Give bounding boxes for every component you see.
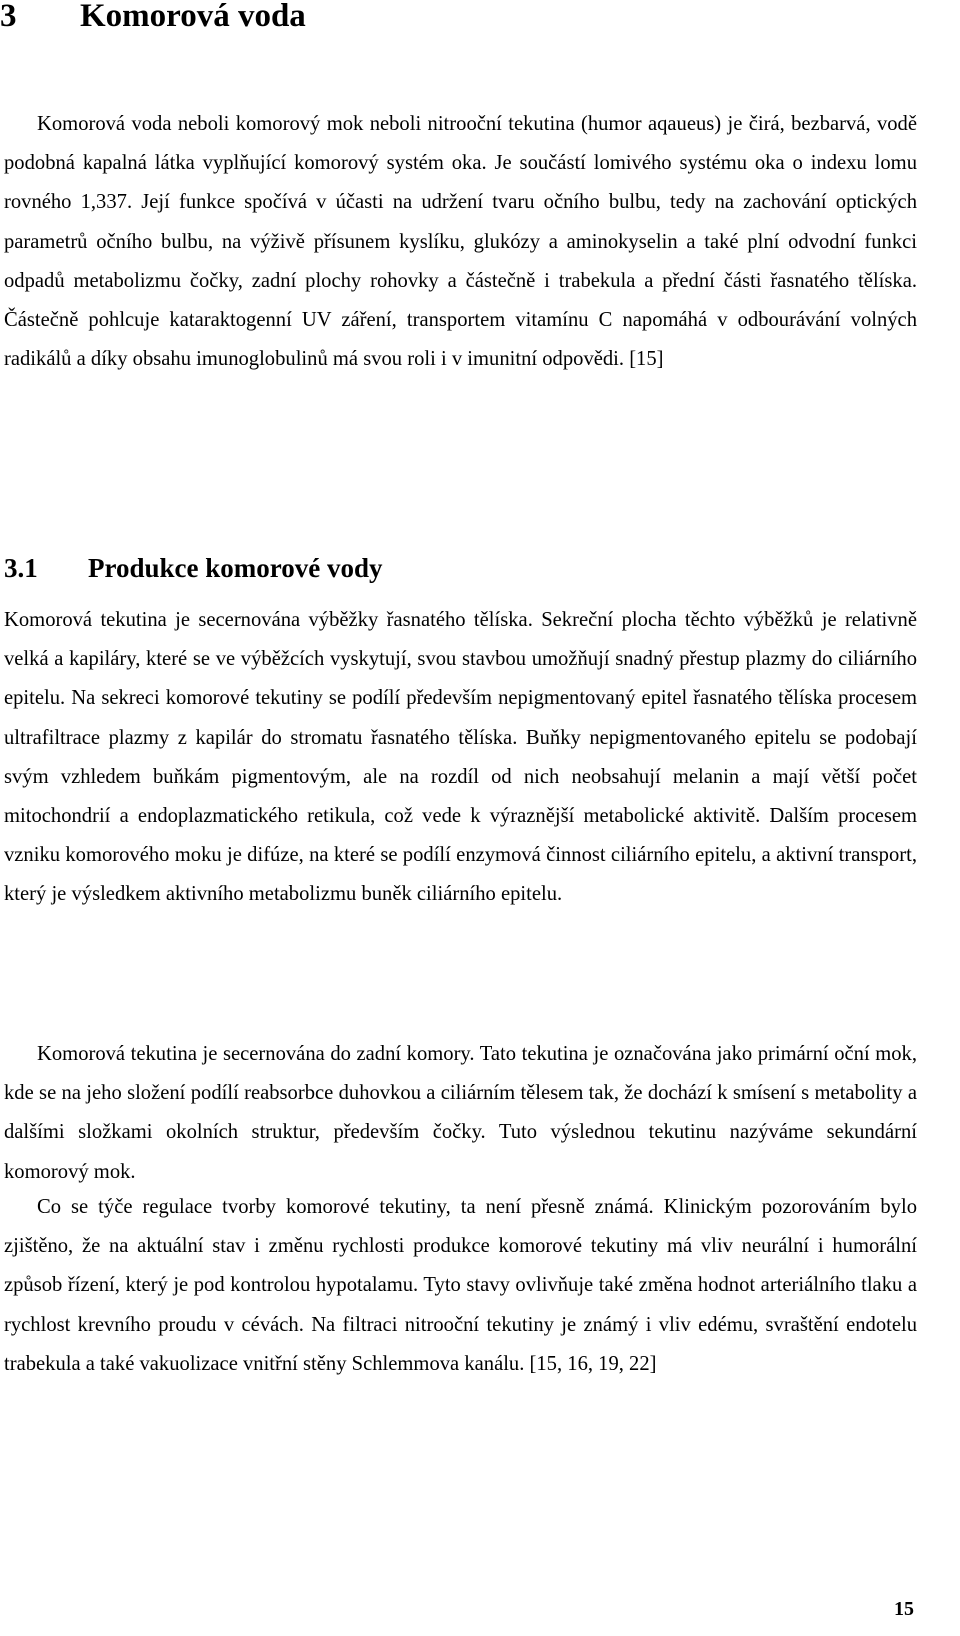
chapter-title: Komorová voda: [80, 0, 306, 34]
chapter-heading: [0, 0, 306, 36]
chapter-paragraph: Komorová voda neboli komorový mok neboli nitrooční tekutina (humor aqaueus) je čirá, bezbarvá, vodě podobná kapalná látka vyplňující komorový systém oka. Je součástí lomivého systému oka o indexu lomu rovného 1,337. Její funkce spočívá v účasti na udržení tvaru očního bulbu, tedy na zachování optických parametrů očního bulbu, na výživě přísunem kyslíku, glukózy a aminokyselin a také plní odvodní funkci odpadů metabolizmu čočky, zadní plochy rohovky a částečně i trabekula a přední části řasnatého tělíska. Částečně pohlcuje kataraktogenní UV záření, transportem vitamínu C napomáhá v odbourávání volných radikálů a díky obsahu imunoglobulinů má svou roli i v imunitní odpovědi. [15]: [4, 113, 917, 371]
section-paragraph: Komorová tekutina je secernována výběžky řasnatého tělíska. Sekreční plocha těchto výběžků je relativně velká a kapiláry, které se ve výběžcích vyskytují, svou stavbou umožňují snadný přestup plazmy do ciliárního epitelu. Na sekreci komorové tekutiny se podílí především nepigmentovaný epitel řasnatého tělíska procesem ultrafiltrace plazmy z kapilár do stromatu řasnatého tělíska. Buňky nepigmentovaného epitelu se podobají svým vzhledem buňkám pigmentovým, ale na rozdíl od nich neobsahují melanin a mají větší počet mitochondrií a endoplazmatického retikula, což vede k výraznější metabolické aktivitě. Dalším procesem vzniku komorového moku je difúze, na které se podílí enzymová činnost ciliárního epitelu, a aktivní transport, který je výsledkem aktivního metabolizmu buněk ciliárního epitelu.: [4, 609, 917, 906]
section-paragraph: Komorová tekutina je secernována do zadní komory. Tato tekutina je označována jako primární oční mok, kde se na jeho složení podílí reabsorbce duhovkou a ciliárním tělesem tak, že dochází k smísení s metabolity a dalšími složkami okolních struktur, především čočky. Tuto výslednou tekutinu nazýváme sekundární komorový mok.: [4, 1043, 917, 1183]
section-heading: [4, 550, 383, 586]
section-title: Produkce komorové vody: [88, 553, 383, 583]
chapter-number: 3: [0, 0, 17, 34]
section-paragraph: Co se týče regulace tvorby komorové tekutiny, ta není přesně známá. Klinickým pozorováním bylo zjištěno, že na aktuální stav i změnu rychlosti produkce komorové tekutiny má vliv neurální i humorální způsob řízení, který je pod kontrolou hypotalamu. Tyto stavy ovlivňuje také změna hodnot arteriálního tlaku a rychlost krevního proudu v cévách. Na filtraci nitrooční tekutiny je známý i vliv edému, svraštění endotelu trabekula a také vakuolizace vnitřní stěny Schlemmova kanálu. [15, 16, 19, 22]: [4, 1196, 917, 1375]
page-number: 15: [894, 1598, 914, 1620]
section-number: 3.1: [4, 553, 38, 583]
